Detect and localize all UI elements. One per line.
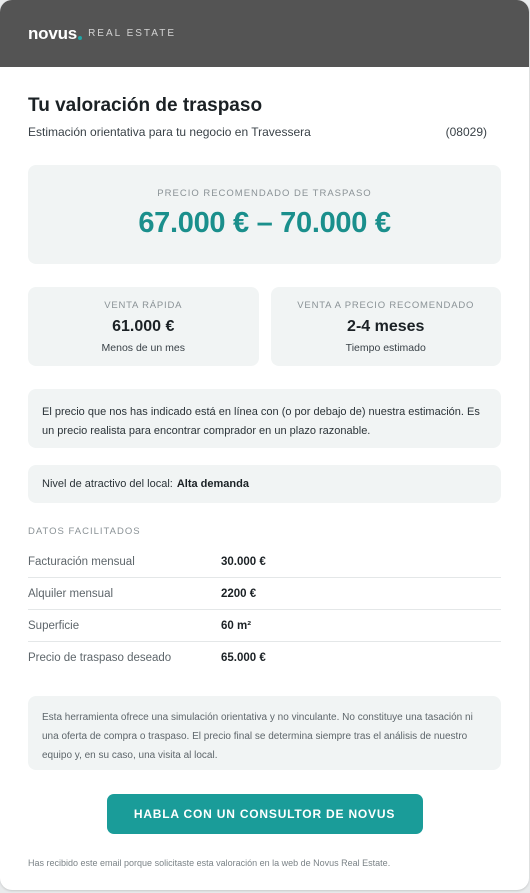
data-key: Superficie (28, 619, 80, 632)
table-row (28, 610, 501, 642)
provided-data-title: DATOS FACILITADOS (28, 526, 141, 537)
data-value: 30.000 € (221, 555, 266, 568)
data-value: 60 m² (221, 619, 252, 632)
demand-label: Nivel de atractivo del local: (42, 478, 173, 490)
logo-dot-icon (78, 36, 82, 40)
data-key: Alquiler mensual (28, 587, 114, 600)
cta-wrapper (28, 794, 501, 834)
demand-level (28, 465, 501, 503)
data-key: Facturación mensual (28, 555, 135, 568)
price-assessment-note: El precio que nos has indicado está en línea con (o por debajo de) nuestra estimación. Es un precio realista para encontrar comprador en un plazo razonable. (28, 389, 501, 448)
brand-logo: novus (28, 23, 78, 43)
table-row (28, 642, 501, 674)
disclaimer: Esta herramienta ofrece una simulación orientativa y no vinculante. No constituye una tasación ni una oferta de compra o traspaso. El precio final se determina siempre tras el análisis de nuestro equipo y, en su caso, una visita al local. (28, 696, 501, 770)
quick-sale-caption: Menos de un mes (101, 342, 185, 354)
postcode: (08029) (445, 125, 487, 139)
recommended-sale-box (271, 287, 502, 366)
recommended-sale-label: VENTA A PRECIO RECOMENDADO (297, 300, 475, 311)
demand-value: Alta demanda (176, 478, 249, 490)
recommended-sale-caption: Tiempo estimado (345, 342, 426, 354)
quick-sale-box (28, 287, 259, 366)
table-row (28, 578, 501, 610)
sale-options (28, 287, 501, 366)
recommended-price-box (28, 165, 501, 264)
table-row (28, 546, 501, 578)
recommended-sale-value: 2-4 meses (347, 318, 425, 335)
data-value: 65.000 € (221, 652, 266, 664)
provided-data-table (28, 546, 501, 674)
recommended-price-label: PRECIO RECOMENDADO DE TRASPASO (157, 188, 372, 199)
quick-sale-value: 61.000 € (112, 318, 175, 335)
subtitle-row (28, 125, 501, 139)
footer-note: Has recibido este email porque solicitaste esta valoración en la web de Novus Real Estate. (28, 858, 391, 868)
contact-consultant-button[interactable]: HABLA CON UN CONSULTOR DE NOVUS (107, 794, 423, 834)
data-key: Precio de traspaso deseado (28, 652, 172, 664)
email-header (0, 0, 529, 67)
page-title: Tu valoración de traspaso (28, 95, 263, 116)
data-value: 2200 € (221, 587, 257, 600)
brand-logo-subtitle: REAL ESTATE (88, 28, 177, 39)
email-content (0, 95, 529, 868)
recommended-price-range: 67.000 € – 70.000 € (138, 207, 391, 239)
subtitle: Estimación orientativa para tu negocio en Travessera (28, 125, 311, 139)
quick-sale-label: VENTA RÁPIDA (104, 300, 183, 311)
